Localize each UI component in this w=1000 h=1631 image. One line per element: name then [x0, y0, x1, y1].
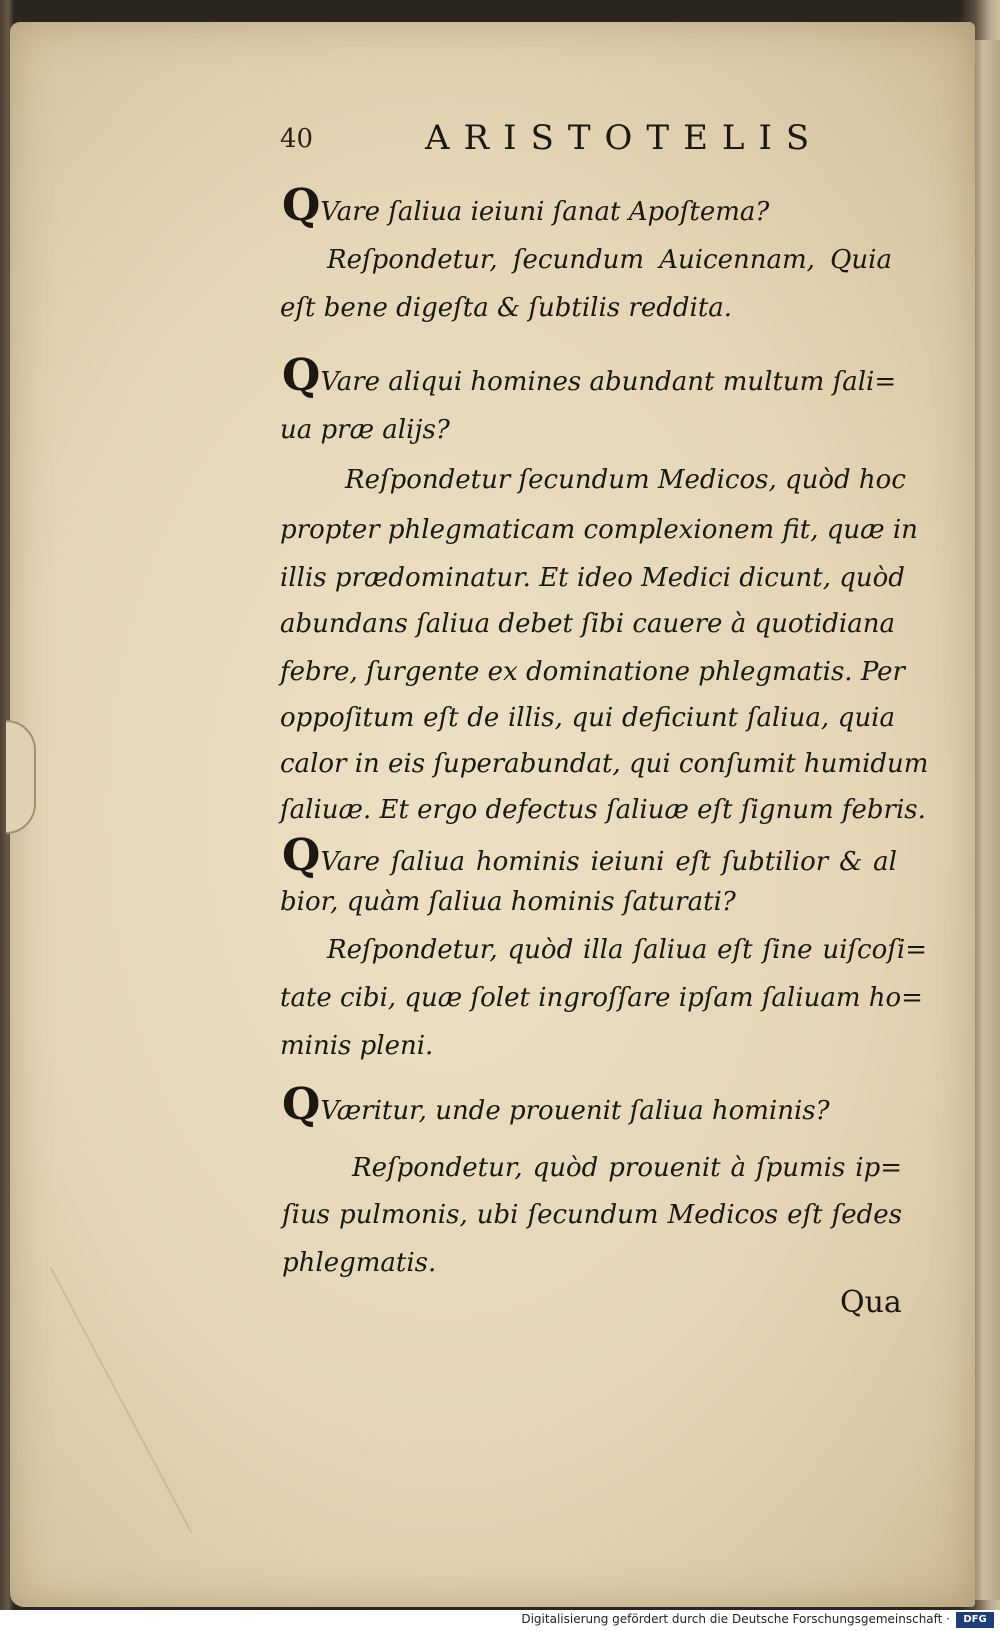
line-text: Vare ſaliua hominis ieiuni eſt ſubtilior & al [320, 847, 897, 877]
line-text: calor in eis ſuperabundat, qui conſumit humidum [280, 749, 929, 779]
catchword: Qua [840, 1285, 902, 1320]
text-line [280, 410, 450, 450]
line-text: febre, ſurgente ex dominatione phlegmatis. Per [280, 657, 905, 687]
text-line [280, 1026, 440, 1066]
line-text: tate cibi, quæ ſolet ingroſſare ipſam ſaliuam ho= [280, 983, 923, 1013]
line-text: abundans ſaliua debet ſibi cauere à quotidiana [280, 609, 895, 639]
text-line [280, 288, 733, 328]
text-line [352, 1148, 902, 1188]
question-line [282, 830, 897, 882]
text-line [282, 1195, 902, 1235]
line-text: Vare aliqui homines abundant multum ſali= [320, 367, 897, 397]
line-text: phlegmatis. [282, 1248, 437, 1278]
initial-letter: Q [282, 350, 321, 401]
footer-credit: Digitalisierung gefördert durch die Deutsche Forschungsgemeinschaft · [521, 1612, 950, 1626]
line-text: minis pleni. [280, 1031, 434, 1061]
initial-letter: Q [282, 180, 321, 231]
text-line [280, 558, 905, 598]
line-text: ua præ alijs? [280, 415, 450, 445]
text-line [280, 652, 905, 692]
question-line [282, 180, 812, 232]
line-text: Reſpondetur, ſecundum Auicennam, Quia [327, 245, 892, 275]
text-line [327, 930, 927, 970]
running-head: ARISTOTELIS [425, 118, 824, 158]
book-edge [972, 40, 1000, 1600]
line-text: illis prædominatur. Et ideo Medici dicunt, quòd [280, 563, 905, 593]
line-text: Reſpondetur, quòd prouenit à ſpumis ip= [352, 1153, 902, 1183]
thumb-index-tab [6, 720, 36, 834]
line-text: propter phlegmaticam complexionem fit, quæ in [280, 515, 918, 545]
text-line [280, 882, 740, 922]
text-line [282, 1243, 442, 1283]
page-number: 40 [280, 124, 314, 154]
question-line [282, 350, 897, 402]
text-line [280, 790, 926, 830]
line-text: bior, quàm ſaliua hominis ſaturati? [280, 887, 736, 917]
line-text: Vare ſaliua ieiuni ſanat Apoſtema? [320, 197, 770, 227]
line-text: Reſpondetur, quòd illa ſaliua eſt ſine uiſcoſi= [327, 935, 927, 965]
line-text: ſius pulmonis, ubi ſecundum Medicos eſt ſedes [282, 1200, 902, 1230]
initial-letter: Q [282, 830, 321, 881]
text-line [280, 978, 923, 1018]
line-text: eſt bene digeſta & ſubtilis reddita. [280, 293, 733, 323]
text-line [327, 240, 892, 280]
line-text: ſaliuæ. Et ergo defectus ſaliuæ eſt ſignum febris. [280, 795, 926, 825]
line-text: Væritur, unde prouenit ſaliua hominis? [320, 1096, 830, 1126]
initial-letter: Q [282, 1079, 321, 1130]
text-line [280, 604, 895, 644]
line-text: oppoſitum eſt de illis, qui deficiunt ſaliua, quia [280, 703, 895, 733]
question-line [282, 1079, 842, 1131]
text-line [280, 510, 918, 550]
dfg-logo-icon: DFG [956, 1612, 994, 1628]
text-line [280, 744, 929, 784]
text-line [280, 698, 895, 738]
line-text: Reſpondetur ſecundum Medicos, quòd hoc [345, 465, 906, 495]
text-line [345, 460, 906, 500]
